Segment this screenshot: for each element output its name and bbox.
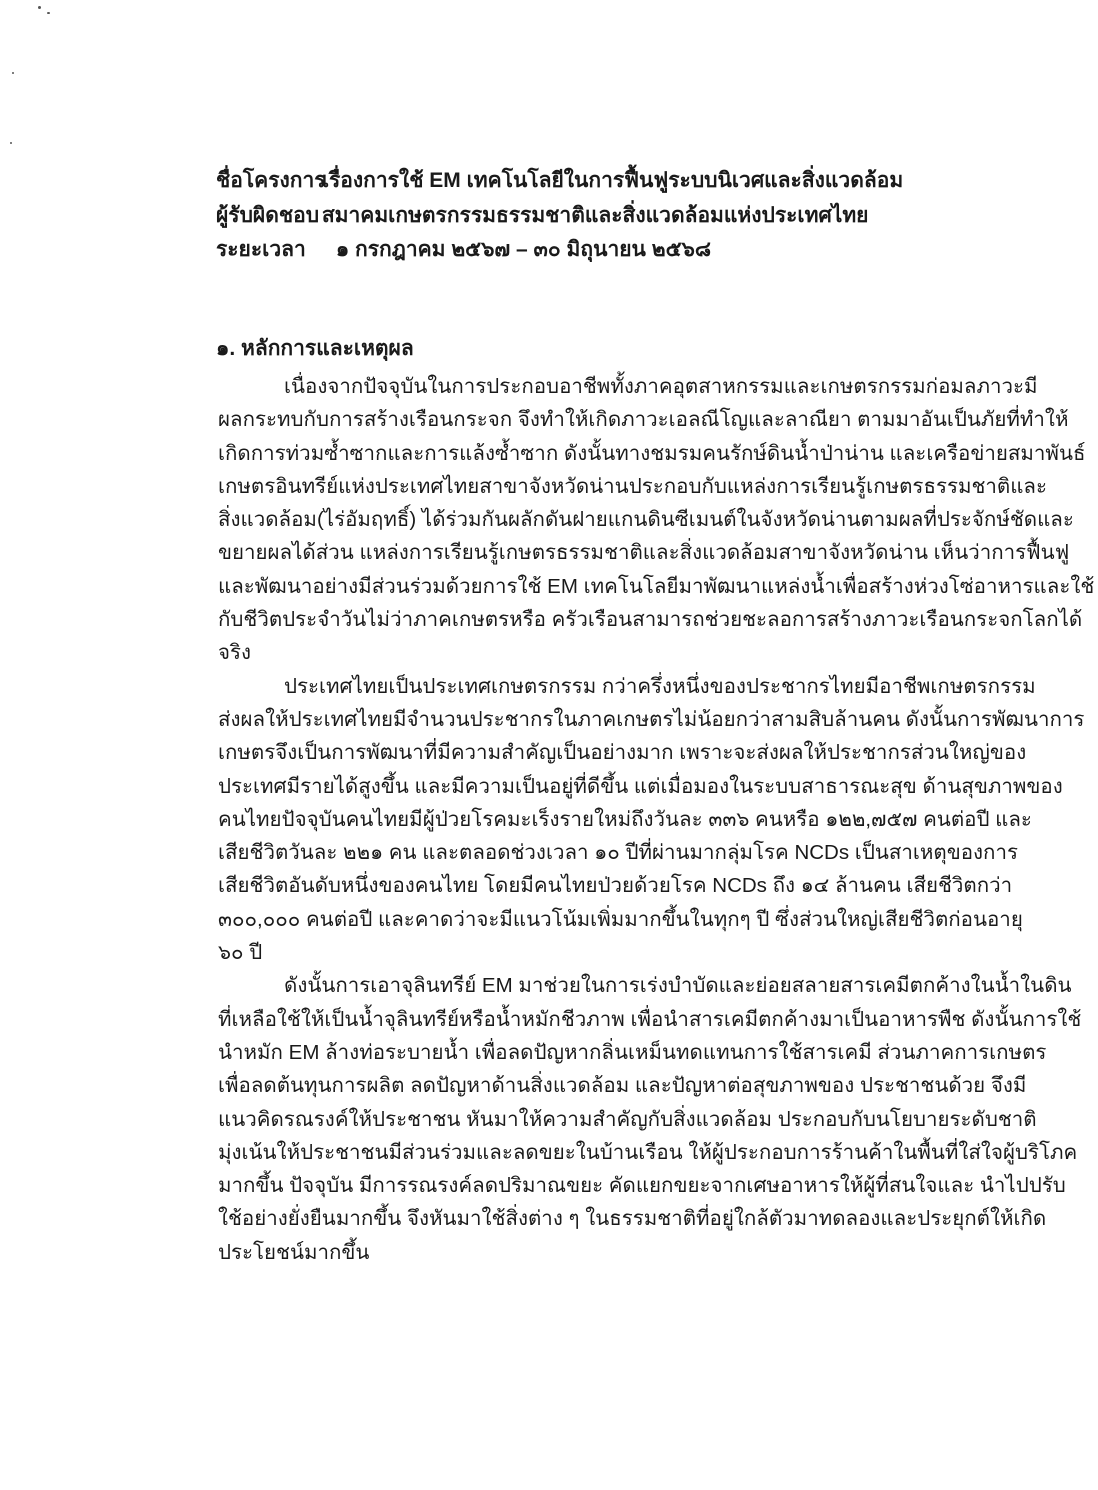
responsible-label: ผู้รับผิดชอบ: [216, 204, 320, 227]
paragraph-line: เกิดการท่วมซ้ำซากและการแล้งซ้ำซาก ดังนั้นทางชมรมคนรักษ์ดินน้ำป่าน่าน และเครือข่ายสมาพันธ์: [218, 441, 1086, 465]
paragraph-line: แนวคิดรณรงค์ให้ประชาชน หันมาให้ความสำคัญกับสิ่งแวดล้อม ประกอบกับนโยบายระดับชาติ: [218, 1107, 1037, 1131]
paragraph-line: ที่เหลือใช้ให้เป็นน้ำจุลินทรีย์หรือน้ำหมักชีวภาพ เพื่อนำสารเคมีตกค้างมาเป็นอาหารพืช ดังนั้นการใช้: [218, 1007, 1082, 1031]
paragraph-line: ส่งผลให้ประเทศไทยมีจำนวนประชากรในภาคเกษตรไม่น้อยกว่าสามสิบล้านคน ดังนั้นการพัฒนาการ: [218, 707, 1085, 731]
paragraph: [218, 370, 1095, 670]
paragraph-line: เนื่องจากปัจจุบันในการประกอบอาชีพทั้งภาคอุตสาหกรรมและเกษตรกรรมก่อมลภาวะมี: [284, 375, 1038, 398]
paragraph: [218, 969, 1082, 1269]
responsible-row: [216, 199, 868, 232]
paragraph-line: คนไทยปัจจุบันคนไทยมีผู้ป่วยโรคมะเร็งรายใหม่ถึงวันละ ๓๓๖ คนหรือ ๑๒๒,๗๕๗ คนต่อปี และ: [218, 807, 1032, 831]
document-body: [218, 370, 1095, 1269]
paragraph-line: ดังนั้นการเอาจุลินทรีย์ EM มาช่วยในการเร่งบำบัดและย่อยสลายสารเคมีตกค้างในน้ำในดิน: [284, 974, 1072, 998]
paragraph-line: มุ่งเน้นให้ประชาชนมีส่วนร่วมและลดขยะในบ้านเรือน ให้ผู้ประกอบการร้านค้าในพื้นที่ใส่ใจผู้บริโภค: [218, 1140, 1078, 1164]
scan-speck: [38, 6, 41, 9]
paragraph-line: ใช้อย่างยั่งยืนมากขึ้น จึงหันมาใช้สิ่งต่าง ๆ ในธรรมชาติที่อยู่ใกล้ตัวมาทดลองและประยุกต์ให้เกิด: [218, 1207, 1047, 1231]
scan-speck: [12, 72, 14, 74]
project-name-row: [216, 164, 903, 197]
paragraph-line: เสียชีวิตวันละ ๒๒๑ คน และตลอดช่วงเวลา ๑๐ ปีที่ผ่านมากลุ่มโรค NCDs เป็นสาเหตุของการ: [218, 841, 1018, 865]
section-heading: ๑. หลักการและเหตุผล: [216, 337, 414, 360]
paragraph-line: ประโยชน์มากขึ้น: [218, 1240, 370, 1264]
paragraph-line: กับชีวิตประจำวันไม่ว่าภาคเกษตรหรือ ครัวเรือนสามารถช่วยชะลอการสร้างภาวะเรือนกระจกโลกได้: [218, 608, 1083, 632]
period-row: [216, 233, 711, 266]
paragraph-line: นำหมัก EM ล้างท่อระบายน้ำ เพื่อลดปัญหากลิ่นเหม็นทดแทนการใช้สารเคมี ส่วนภาคการเกษตร: [218, 1040, 1047, 1064]
paragraph-line: จริง: [218, 641, 252, 665]
scan-speck: [47, 12, 50, 14]
paragraph-line: เกษตรอินทรีย์แห่งประเทศไทยสาขาจังหวัดน่านประกอบกับแหล่งการเรียนรู้เกษตรธรรมชาติและ: [218, 474, 1048, 498]
paragraph-line: ขยายผลได้ส่วน แหล่งการเรียนรู้เกษตรธรรมชาติและสิ่งแวดล้อมสาขาจังหวัดน่าน เห็นว่าการฟื้นฟู: [218, 541, 1070, 565]
project-label: ชื่อโครงการ: [216, 169, 326, 192]
period-label: ระยะเวลา: [216, 238, 306, 261]
paragraph-line: ประเทศมีรายได้สูงขึ้น และมีความเป็นอยู่ที่ดีขึ้น แต่เมื่อมองในระบบสาธารณะสุข ด้านสุขภาพของ: [218, 774, 1063, 798]
scan-speck: [10, 142, 12, 144]
paragraph-line: มากขึ้น ปัจจุบัน มีการรณรงค์ลดปริมาณขยะ คัดแยกขยะจากเศษอาหารให้ผู้ที่สนใจและ นำไปปรับ: [218, 1174, 1066, 1198]
project-value: เรื่องการใช้ EM เทคโนโลยีในการฟื้นฟูระบบนิเวศและสิ่งแวดล้อม: [321, 169, 904, 192]
paragraph-line: เพื่อลดต้นทุนการผลิต ลดปัญหาด้านสิ่งแวดล้อม และปัญหาต่อสุขภาพของ ประชาชนด้วย จึงมี: [218, 1074, 1027, 1098]
paragraph-line: สิ่งแวดล้อม(ไร่อัมฤทธิ์) ได้ร่วมกันผลักดันฝายแกนดินซีเมนต์ในจังหวัดน่านตามผลที่ประจักษ์ชัดและ: [218, 508, 1074, 532]
paragraph-line: เกษตรจึงเป็นการพัฒนาที่มีความสำคัญเป็นอย่างมาก เพราะจะส่งผลให้ประชากรส่วนใหญ่ของ: [218, 741, 1027, 765]
paragraph-line: ๓๐๐,๐๐๐ คนต่อปี และคาดว่าจะมีแนวโน้มเพิ่มมากขึ้นในทุกๆ ปี ซึ่งส่วนใหญ่เสียชีวิตก่อนอายุ: [218, 907, 1023, 931]
responsible-value: สมาคมเกษตรกรรมธรรมชาติและสิ่งแวดล้อมแห่งประเทศไทย: [321, 204, 869, 227]
paragraph-line: และพัฒนาอย่างมีส่วนร่วมด้วยการใช้ EM เทคโนโลยีมาพัฒนาแหล่งน้ำเพื่อสร้างห่วงโซ่อาหารและใช้: [218, 574, 1095, 598]
paragraph-line: ผลกระทบกับการสร้างเรือนกระจก จึงทำให้เกิดภาวะเอลณีโญและลาณียา ตามมาอันเป็นภัยที่ทำให้: [218, 408, 1069, 432]
paragraph-line: ๖๐ ปี: [218, 941, 263, 965]
paragraph-line: ประเทศไทยเป็นประเทศเกษตรกรรม กว่าครึ่งหนึ่งของประชากรไทยมีอาชีพเกษตรกรรม: [284, 674, 1036, 698]
paragraph: [218, 670, 1085, 970]
paragraph-line: เสียชีวิตอันดับหนึ่งของคนไทย โดยมีคนไทยป่วยด้วยโรค NCDs ถึง ๑๔ ล้านคน เสียชีวิตกว่า: [218, 874, 1013, 898]
period-value: ๑ กรกฎาคม ๒๕๖๗ – ๓๐ มิถุนายน ๒๕๖๘: [335, 238, 712, 261]
